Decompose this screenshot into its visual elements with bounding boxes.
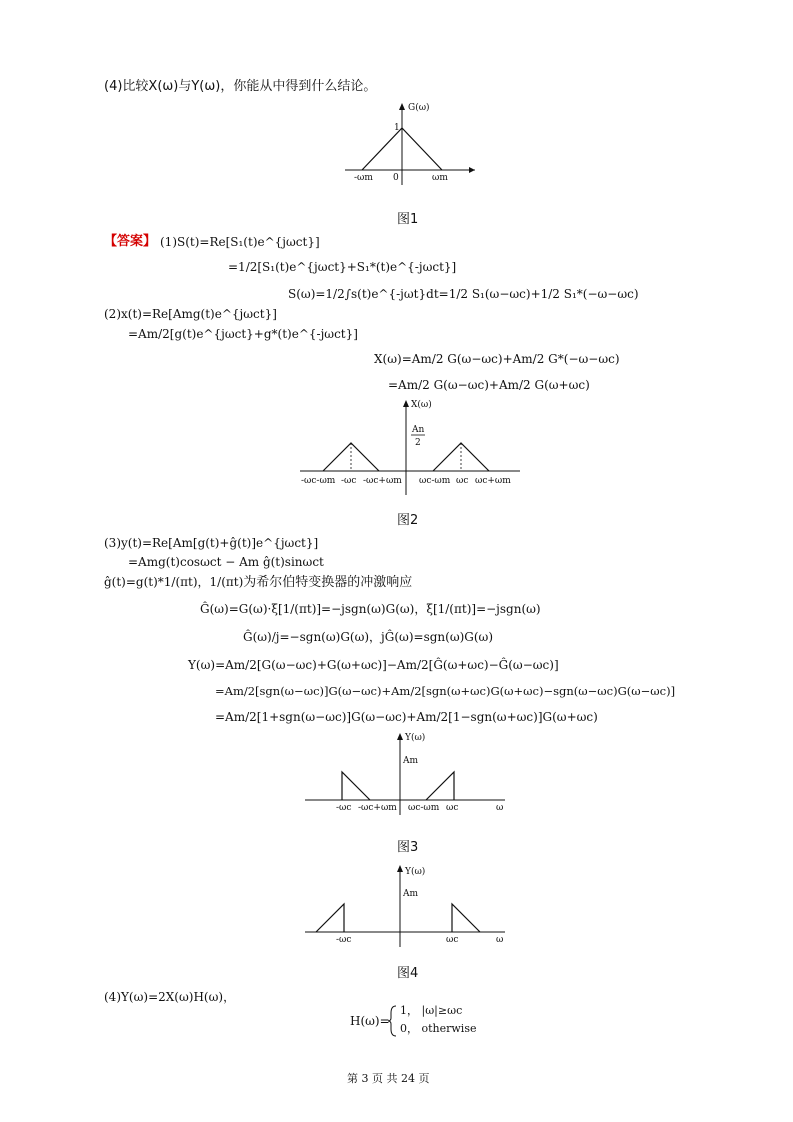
part4-h-lhs: H(ω)= — [350, 1014, 390, 1028]
part3-line-5: Ĝ(ω)/j=−sgn(ω)G(ω)，jĜ(ω)=sgn(ω)G(ω) — [243, 630, 494, 644]
fig1-right-tick: ωm — [432, 173, 448, 183]
answer-line-5: =Am/2[g(t)e^{jωct}+g*(t)e^{-jωct}] — [128, 327, 358, 341]
fig1-left-tick: -ωm — [354, 173, 373, 183]
fig4-right-shape — [452, 904, 480, 932]
answer-line-1: (1)S(t)=Re[S₁(t)e^{jωct}] — [160, 235, 320, 249]
fig4-caption: 图4 — [397, 966, 419, 981]
fig2-caption: 图2 — [397, 513, 419, 528]
fig2-tick-4: ωc-ωm — [419, 476, 451, 486]
fig1-origin-tick: 0 — [393, 173, 399, 183]
fig3-ylabel: Y(ω) — [405, 733, 426, 743]
fig2-y-arrow — [403, 400, 409, 407]
answer-line-6: X(ω)=Am/2 G(ω−ωc)+Am/2 G*(−ω−ωc) — [374, 352, 620, 366]
fig2-tick-3: -ωc+ωm — [363, 476, 402, 486]
fig2-ylabel: X(ω) — [411, 400, 432, 410]
fig1-peak-label: 1 — [394, 123, 400, 133]
part3-line-7: =Am/2[sgn(ω−ωc)]G(ω−ωc)+Am/2[sgn(ω+ωc)G(ω+ωc)−sgn(ω−ωc)G(ω−ωc)] — [215, 684, 676, 698]
fig4-tick-1: -ωc — [336, 935, 352, 945]
part3-line-3: ĝ(t)=g(t)*1/(πt)，1/(πt)为希尔伯特变换器的冲激响应 — [104, 575, 413, 590]
fig3-tick-4: ωc — [446, 803, 459, 813]
part3-line-8: =Am/2[1+sgn(ω−ωc)]G(ω−ωc)+Am/2[1−sgn(ω+ωc)]G(ω+ωc) — [215, 710, 598, 724]
fig3-left-shape — [342, 772, 370, 800]
figure-2 — [295, 395, 525, 505]
fig4-ylabel: Y(ω) — [405, 867, 426, 877]
fig2-tick-2: -ωc — [341, 476, 357, 486]
fig1-ylabel: G(ω) — [408, 103, 430, 113]
figure-3 — [300, 730, 515, 820]
part3-line-6: Y(ω)=Am/2[G(ω−ωc)+G(ω+ωc)]−Am/2[Ĝ(ω+ωc)−Ĝ(ω−ωc)] — [188, 658, 559, 672]
answer-line-3: S(ω)=1/2∫s(t)e^{-jωt}dt=1/2 S₁(ω−ωc)+1/2 S₁*(−ω−ωc) — [288, 287, 639, 301]
fig3-xlabel: ω — [496, 803, 504, 813]
fig4-xlabel: ω — [496, 935, 504, 945]
figure-4 — [300, 862, 515, 952]
fig2-tick-6: ωc+ωm — [475, 476, 511, 486]
fig4-left-shape — [316, 904, 344, 932]
fig1-x-arrow — [469, 167, 475, 173]
part3-line-1: (3)y(t)=Re[Am[g(t)+ĝ(t)]e^{jωct}] — [104, 536, 319, 550]
fig3-tick-2: -ωc+ωm — [358, 803, 397, 813]
question-4-heading: (4)比较X(ω)与Y(ω)，你能从中得到什么结论。 — [104, 79, 377, 94]
fig2-tick-5: ωc — [456, 476, 469, 486]
fig3-caption: 图3 — [397, 840, 419, 855]
fig3-y-arrow — [397, 733, 403, 740]
fig1-caption: 图1 — [397, 212, 419, 227]
answer-line-2: =1/2[S₁(t)e^{jωct}+S₁*(t)e^{-jωct}] — [228, 260, 457, 274]
page-footer: 第 3 页 共 24 页 — [347, 1072, 430, 1085]
fig4-amp: Am — [403, 889, 419, 899]
part4-case-1: 1， |ω|≥ωc — [400, 1004, 463, 1017]
answer-tag: 【答案】 — [104, 234, 157, 249]
part3-line-4: Ĝ(ω)=G(ω)·ξ[1/(πt)]=−jsgn(ω)G(ω)，ξ[1/(πt)]=−jsgn(ω) — [200, 602, 541, 616]
fig2-amp-num: An — [412, 425, 425, 435]
part4-brace — [388, 1005, 398, 1037]
part4-case-2: 0， otherwise — [400, 1022, 477, 1035]
fig4-y-arrow — [397, 865, 403, 872]
fig2-amp-den: 2 — [415, 438, 421, 448]
fig1-y-arrow — [399, 103, 405, 110]
figure-1 — [340, 100, 480, 190]
fig4-tick-2: ωc — [446, 935, 459, 945]
fig3-right-shape — [426, 772, 454, 800]
fig3-tick-1: -ωc — [336, 803, 352, 813]
part3-line-2: =Amg(t)cosωct − Am ĝ(t)sinωct — [128, 555, 324, 569]
fig3-amp: Am — [403, 756, 419, 766]
part4-line-1: (4)Y(ω)=2X(ω)H(ω)， — [104, 990, 236, 1004]
fig2-tick-1: -ωc-ωm — [301, 476, 336, 486]
answer-line-4: (2)x(t)=Re[Amg(t)e^{jωct}] — [104, 307, 277, 321]
answer-line-7: =Am/2 G(ω−ωc)+Am/2 G(ω+ωc) — [388, 378, 590, 392]
fig3-tick-3: ωc-ωm — [408, 803, 440, 813]
